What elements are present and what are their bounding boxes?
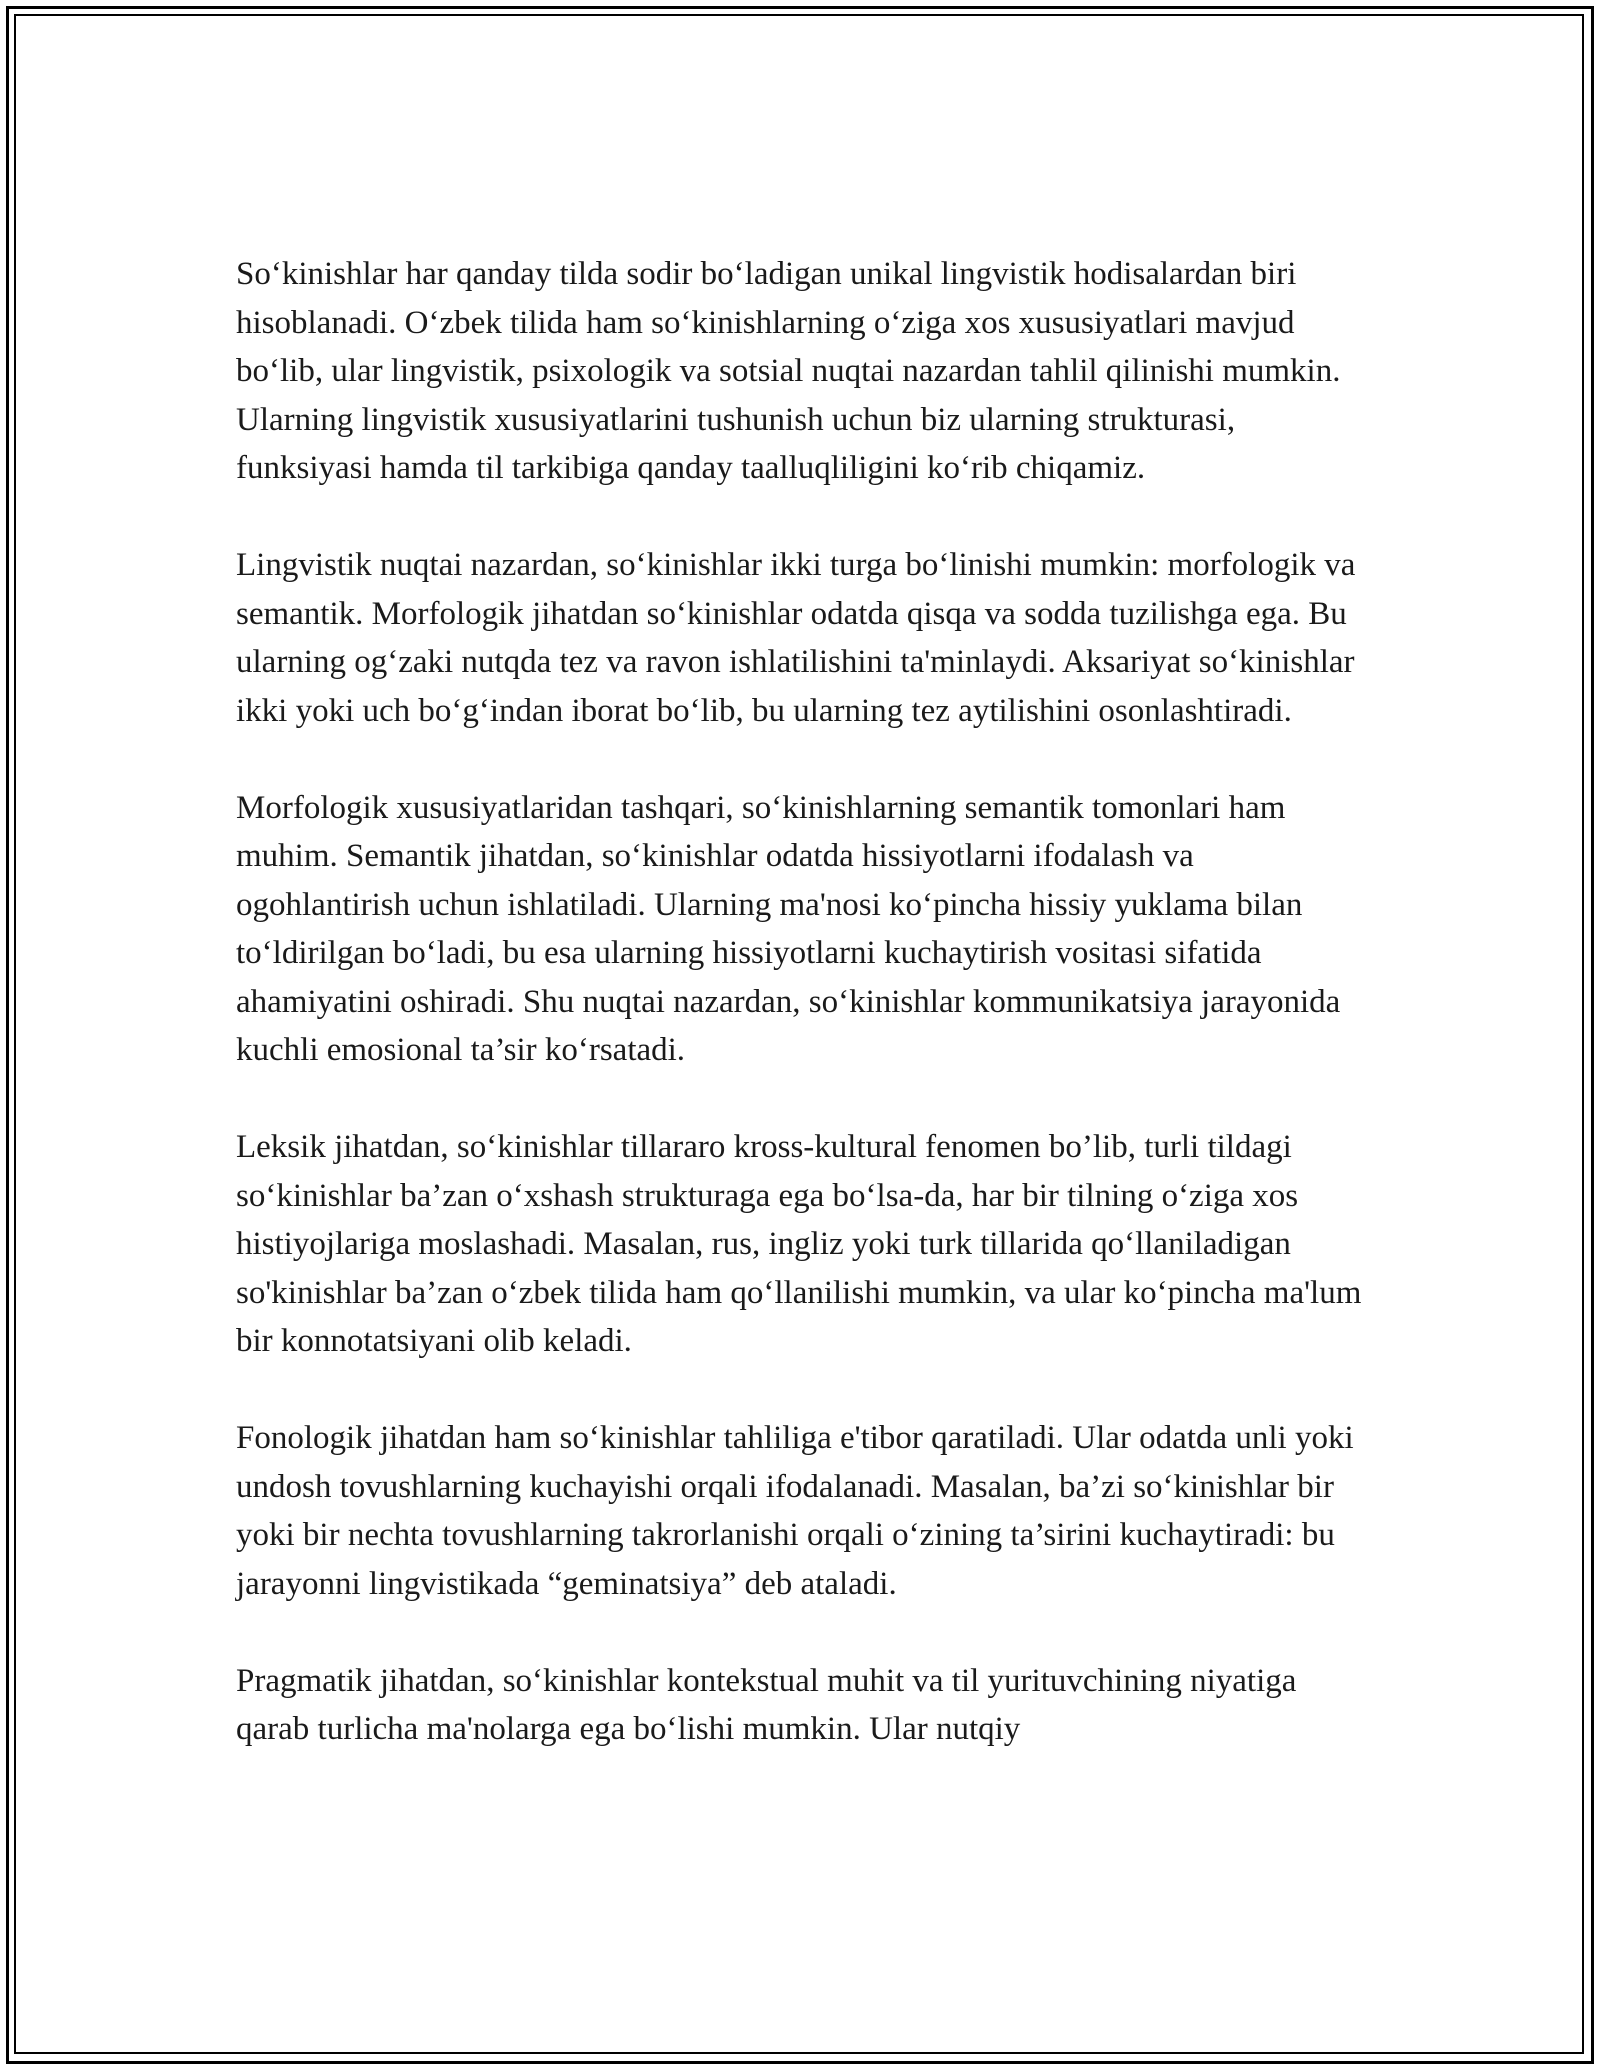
paragraph-6: Pragmatik jihatdan, so‘kinishlar kontekstual muhit va til yurituvchining niyatiga qarab turlicha ma'nolarga ega bo‘lishi mumkin. Ular nutqiy <box>236 1662 1297 1747</box>
paragraph-5: Fonologik jihatdan ham so‘kinishlar tahliliga e'tibor qaratiladi. Ular odatda unli yoki undosh tovushlarning kuchayishi orqali ifodalanadi. Masalan, ba’zi so‘kinishlar bir yoki bir nechta tovushlarning takrorlanishi orqali o‘zining ta’sirini kuchaytiradi: bu jarayonni lingvistikada “geminatsiya” deb ataladi. <box>236 1420 1354 1602</box>
paragraph-3: Morfologik xususiyatlaridan tashqari, so‘kinishlarning semantik tomonlari ham muhim. Semantik jihatdan, so‘kinishlar odatda hissiyotlarni ifodalash va ogohlantirish uchun ishlatiladi. Ularning ma'nosi ko‘pincha hissiy yuklama bilan to‘ldirilgan bo‘ladi, bu esa ularning hissiyotlarni kuchaytirish vositasi sifatida ahamiyatini oshiradi. Shu nuqtai nazardan, so‘kinishlar kommunikatsiya jarayonida kuchli emosional ta’sir ko‘rsatadi. <box>236 789 1341 1068</box>
paragraph-2: Lingvistik nuqtai nazardan, so‘kinishlar ikki turga bo‘linishi mumkin: morfologik va semantik. Morfologik jihatdan so‘kinishlar odatda qisqa va sodda tuzilishga ega. Bu ularning og‘zaki nutqda tez va ravon ishlatilishini ta'minlaydi. Aksariyat so‘kinishlar ikki yoki uch bo‘g‘indan iborat bo‘lib, bu ularning tez aytilishini osonlashtiradi. <box>236 547 1356 729</box>
paragraph-4: Leksik jihatdan, so‘kinishlar tillararo kross-kultural fenomen bo’lib, turli tildagi so‘kinishlar ba’zan o‘xshash strukturaga ega bo‘lsa-da, har bir tilning o‘ziga xos histiyojlariga moslashadi. Masalan, rus, ingliz yoki turk tillarida qo‘llaniladigan so'kinishlar ba’zan o‘zbek tilida ham qo‘llanilishi mumkin, va ular ko‘pincha ma'lum bir konnotatsiyani olib keladi. <box>236 1129 1362 1359</box>
document-body <box>236 250 1376 1754</box>
paragraph-1: So‘kinishlar har qanday tilda sodir bo‘ladigan unikal lingvistik hodisalardan biri hisoblanadi. O‘zbek tilida ham so‘kinishlarning o‘ziga xos xususiyatlari mavjud bo‘lib, ular lingvistik, psixologik va sotsial nuqtai nazardan tahlil qilinishi mumkin. Ularning lingvistik xususiyatlarini tushunish uchun biz ularning strukturasi, funksiyasi hamda til tarkibiga qanday taalluqliligini ko‘rib chiqamiz. <box>236 256 1341 486</box>
